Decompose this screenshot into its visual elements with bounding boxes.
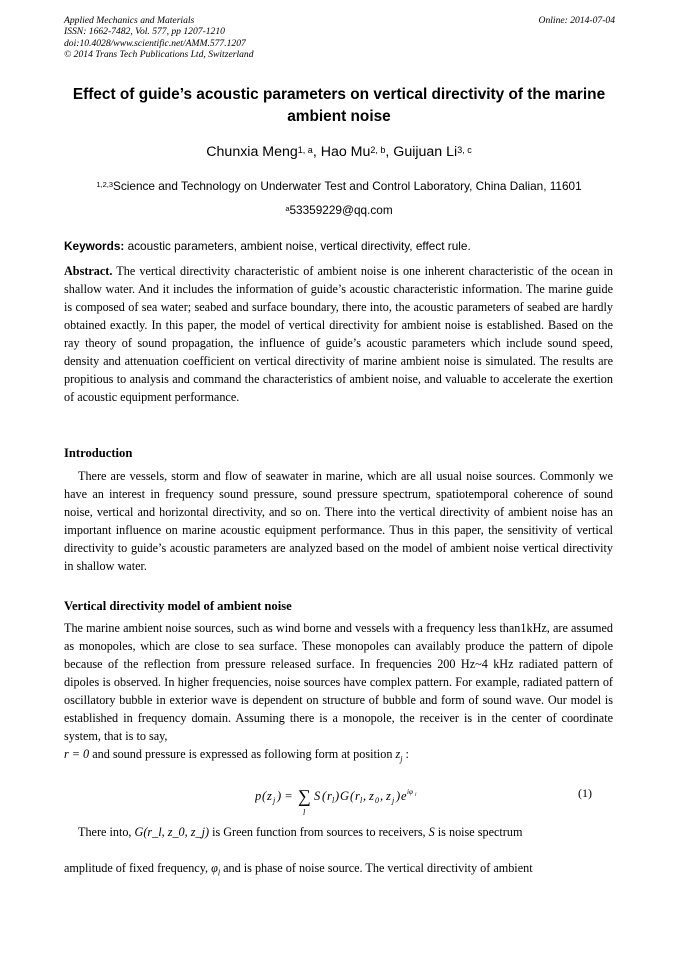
paren: ( xyxy=(350,789,355,803)
l-sub: l xyxy=(360,796,363,805)
equation-1 xyxy=(255,786,445,824)
z-sym: z xyxy=(369,789,374,803)
thereinto-start: There into, xyxy=(78,825,132,839)
phi-letter: φ xyxy=(211,861,218,875)
author-name: Guijuan Li xyxy=(393,144,458,160)
equation-1-text: p xyxy=(255,789,262,803)
journal-name: Applied Mechanics and Materials xyxy=(64,15,195,26)
title-line-2: ambient noise xyxy=(287,108,391,125)
s-symbol: S xyxy=(428,825,435,839)
author-list xyxy=(60,141,618,163)
keywords-label: Keywords: xyxy=(64,239,125,253)
l-sub: l xyxy=(303,808,306,817)
amplitude-line xyxy=(64,859,613,882)
title-line-1: Effect of guide’s acoustic parameters on vertical directivity of the marine xyxy=(72,86,606,103)
thereinto-line xyxy=(64,823,613,841)
author-affil-mark: 3, c xyxy=(457,145,472,155)
sum-sign: ∑ xyxy=(298,786,311,806)
equation-number: (1) xyxy=(578,786,592,800)
author-name: Chunxia Meng xyxy=(206,144,298,160)
doi: doi:10.4028/www.scientific.net/AMM.577.1207 xyxy=(64,37,246,49)
exponent: iφ xyxy=(407,788,413,796)
phi-subscript: l xyxy=(217,868,221,878)
model-body: The marine ambient noise sources, such as wind borne and vessels with a frequency less than1kHz, are assumed as monopoles, which are close to sea surface. These monopoles can availably produce the pattern of dipole because of the reflection from pressure released surface. In frequencies 200 Hz~4 kHz radiated pattern of dipoles is observed. In higher frequencies, noise sources have complex pattern. For example, radiated pattern of oscillatory bubble in exterior wave is dependent on structure of bubble and form of sound wave. Our model is established in frequency domain. Assuming there is a monopole, the receiver is in the center of coordinate system, that is to say, xyxy=(64,621,613,743)
j-sub: j xyxy=(273,796,276,805)
paren: ) xyxy=(396,789,401,803)
paren: ( xyxy=(262,789,267,803)
thereinto-mid: is Green function from sources to receivers, xyxy=(209,825,426,839)
section-heading-introduction: Introduction xyxy=(64,446,133,460)
comma: , xyxy=(363,789,367,803)
author-separator: , xyxy=(312,144,321,160)
keywords xyxy=(64,238,616,254)
author-email xyxy=(60,202,618,218)
affiliation-text: Science and Technology on Underwater Test and Control Laboratory, China Dalian, 11601 xyxy=(113,179,582,193)
model-tail-end: : xyxy=(402,747,409,761)
affiliation xyxy=(40,178,638,194)
paren: ( xyxy=(322,789,327,803)
journal-header xyxy=(64,15,254,61)
g-sym: G xyxy=(340,789,350,803)
exponent-sub: l xyxy=(415,793,417,798)
thereinto-end: is noise spectrum xyxy=(434,825,523,839)
model-text xyxy=(64,619,613,768)
author-separator: , xyxy=(385,144,394,160)
affiliation-mark: 1,2,3 xyxy=(96,180,113,189)
abstract-label: Abstract. xyxy=(64,264,113,278)
paren: ) = xyxy=(277,789,293,803)
e-sym: e xyxy=(401,789,407,803)
author-name: Hao Mu xyxy=(320,144,371,160)
equation-1-svg xyxy=(255,786,445,820)
paren: ) xyxy=(335,789,340,803)
copyright: © 2014 Trans Tech Publications Ltd, Switzerland xyxy=(64,49,254,61)
z-sym: z xyxy=(386,789,391,803)
g-expression: G(r_l, z_0, z_j) xyxy=(134,825,210,839)
issn: ISSN: 1662-7482, Vol. 577, pp 1207-1210 xyxy=(64,26,225,38)
j-subscript: j xyxy=(400,754,403,764)
zero-sub: 0 xyxy=(375,796,379,805)
r-sym: r xyxy=(327,789,332,803)
author-affil-mark: 2, b xyxy=(370,145,386,155)
comma: , xyxy=(380,789,384,803)
abstract-text: The vertical directivity characteristic of ambient noise is one inherent characteristic of the ocean in shallow water. And it includes the information of guide’s acoustic characteristic information. The marine guide is composed of sea water; seabed and surface boundary, there into, the acoustic parameters of seabed are hardly obtained exactly. In this paper, the model of vertical directivity for ambient noise is established. Based on the ray theory of sound propagation, the influence of guide’s acoustic parameters which include sound speed, density and attenuation coefficient on vertical directivity of marine ambient noise is simulated. The results are propitious to analysis and command the characteristics of ambient noise, and valuable to accelerate the exertion of acoustic equipment performance. xyxy=(64,264,613,404)
phi-symbol xyxy=(211,861,221,878)
j-sub: j xyxy=(392,796,395,805)
z-letter: z xyxy=(395,747,401,761)
s-sym: S xyxy=(314,789,321,803)
l-sub: l xyxy=(332,796,335,805)
section-heading-model: Vertical directivity model of ambient noise xyxy=(64,599,292,613)
r-equals-zero: r = 0 xyxy=(64,747,90,761)
email-mark: a xyxy=(285,204,290,213)
r-sym: r xyxy=(355,789,360,803)
model-tail: and sound pressure is expressed as following form at position xyxy=(89,747,393,761)
introduction-text: There are vessels, storm and flow of seawater in marine, which are all usual noise sources. Commonly we have an interest in frequency sound pressure, sound pressure spectrum, spatiotemporal coherence of sound noise, vertical and horizontal directivity, and so on. There into the vertical directivity of ambient noise has an important influence on marine acoustic equipment performance. Thus in this paper, the sensitivity of vertical directivity to guide’s acoustic parameters are analyzed based on the model of ambient noise vertical directivity in shallow water. xyxy=(64,469,613,573)
keywords-text: acoustic parameters, ambient noise, vertical directivity, effect rule. xyxy=(127,239,471,253)
author-affil-mark: 1, a xyxy=(297,145,313,155)
paper-title xyxy=(60,84,618,128)
z-sym: z xyxy=(267,789,272,803)
amplitude-start: amplitude of fixed frequency, xyxy=(64,861,209,875)
abstract xyxy=(64,262,613,406)
email-text: 53359229@qq.com xyxy=(289,203,393,217)
online-date: Online: 2014-07-04 xyxy=(538,15,615,26)
amplitude-end: and is phase of noise source. The vertical directivity of ambient xyxy=(220,861,533,875)
